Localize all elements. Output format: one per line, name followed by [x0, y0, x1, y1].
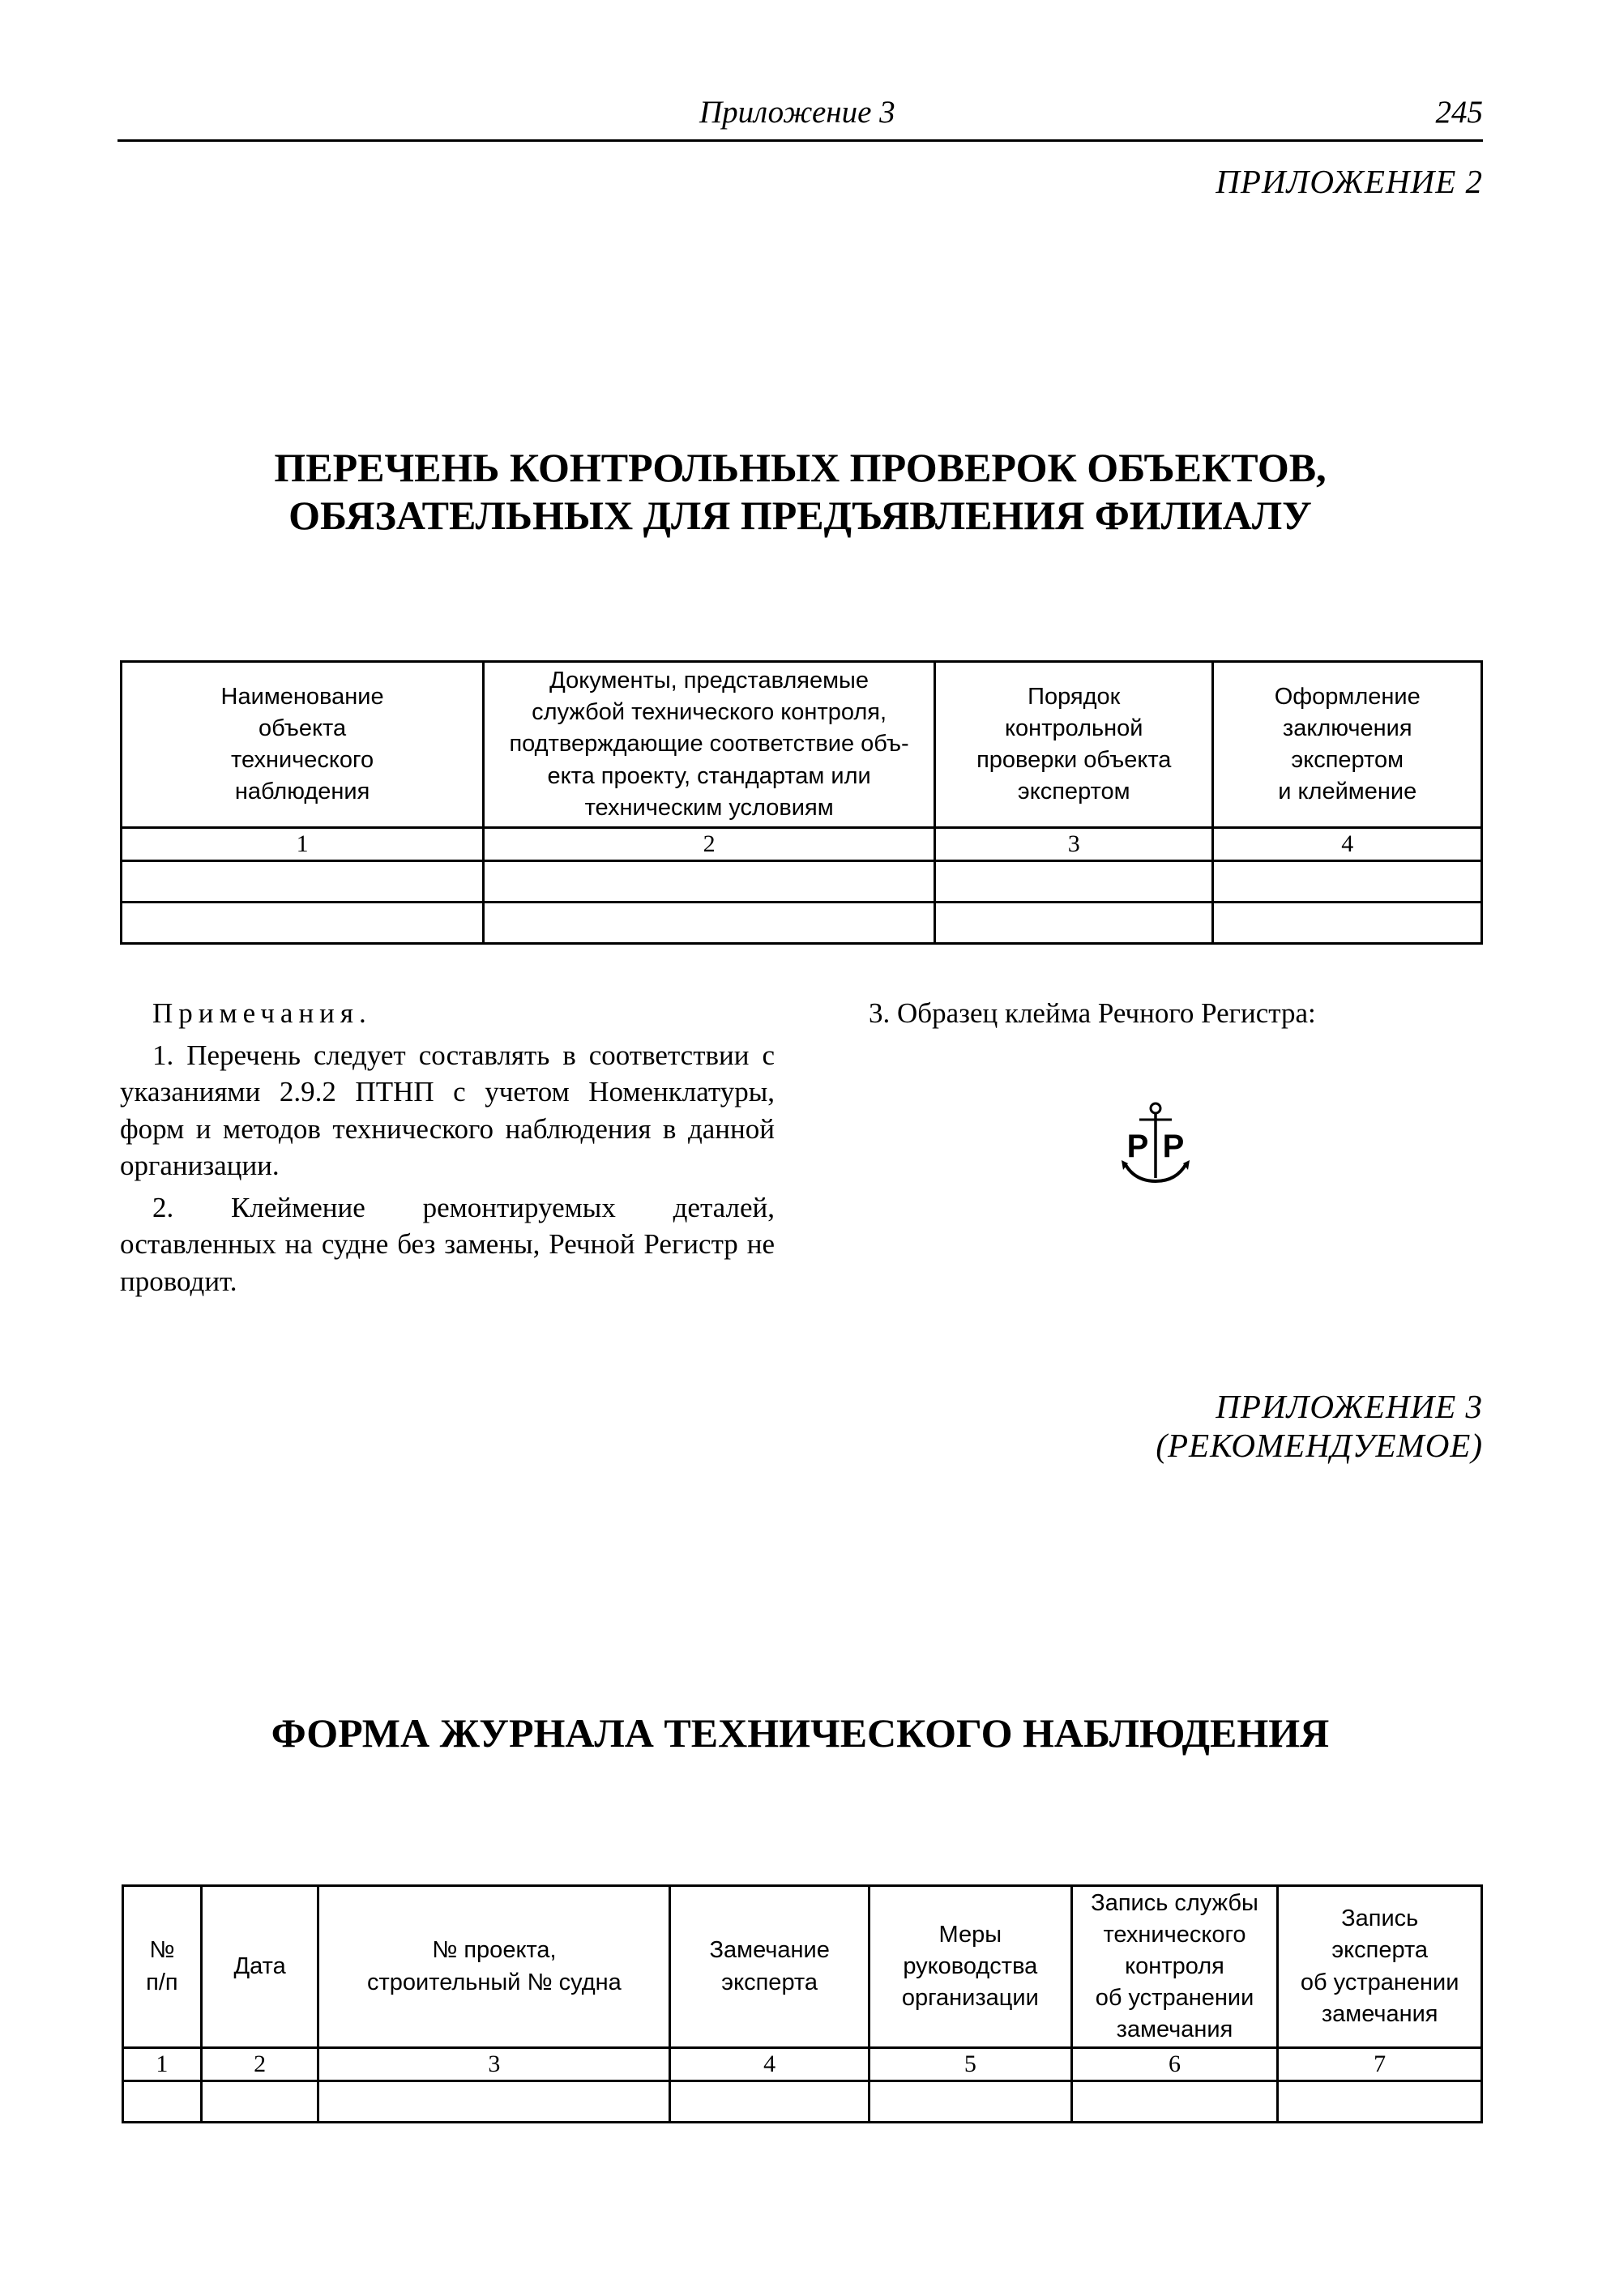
stamp-caption: 3. Образец клейма Речного Регистра:: [869, 997, 1316, 1029]
empty-cell: [123, 2081, 202, 2123]
appendix-3-label: [1156, 1387, 1483, 1466]
appendix-2-title: [118, 444, 1483, 540]
empty-cell: [869, 2081, 1071, 2123]
stamp-letter-right: Р: [1162, 1129, 1185, 1164]
notes-heading: Примечания.: [152, 997, 372, 1029]
column-number: 1: [123, 2048, 202, 2081]
header-project-number: № проекта, строительный № судна: [318, 1886, 670, 2048]
empty-cell: [318, 2081, 670, 2123]
empty-cell: [1213, 903, 1482, 944]
table-header-row: [122, 662, 1482, 828]
appendix-2-label: ПРИЛОЖЕНИЕ 2: [1216, 163, 1483, 200]
header-expert-remark: Замечание эксперта: [670, 1886, 870, 2048]
empty-cell: [1213, 861, 1482, 903]
column-number: 2: [201, 2048, 318, 2081]
column-number: 1: [122, 828, 484, 861]
header-date: Дата: [201, 1886, 318, 2048]
header-row-number: № п/п: [123, 1886, 202, 2048]
note-item: 2. Клеймение ремонтируемых деталей, оставленных на судне без замены, Речной Регистр не проводит.: [120, 1191, 775, 1297]
column-number: 7: [1278, 2048, 1482, 2081]
empty-cell: [935, 861, 1213, 903]
empty-cell: [122, 861, 484, 903]
header-management-measures: Меры руководства организации: [869, 1886, 1071, 2048]
empty-cell: [201, 2081, 318, 2123]
empty-table-row: [123, 2081, 1482, 2123]
header-inspection-procedure: Порядок контрольной проверки объекта экспертом: [935, 662, 1213, 828]
empty-cell: [122, 903, 484, 944]
river-register-stamp-icon: [1118, 1100, 1193, 1188]
column-number: 5: [869, 2048, 1071, 2081]
appendix-3-label-line-2: (РЕКОМЕНДУЕМОЕ): [1156, 1427, 1483, 1465]
appendix-3-label-line-1: ПРИЛОЖЕНИЕ 3: [1216, 1388, 1483, 1425]
column-number-row: [122, 828, 1482, 861]
header-expert-record: Запись эксперта об устранении замечания: [1278, 1886, 1482, 2048]
empty-cell: [1278, 2081, 1482, 2123]
column-number: 3: [935, 828, 1213, 861]
header-documents: Документы, представляемые службой технического контроля, подтверждающие соответствие объ- екта проекту, стандартам или техническим условиям: [484, 662, 935, 828]
appendix-2-title-line-1: ПЕРЕЧЕНЬ КОНТРОЛЬНЫХ ПРОВЕРОК ОБЪЕКТОВ,: [274, 445, 1327, 490]
table-header-row: [123, 1886, 1482, 2048]
note-item: 1. Перечень следует составлять в соответствии с указаниями 2.9.2 ПТНП с учетом Номенклатуры, форм и методов технического наблюдения в данной организации.: [120, 1039, 775, 1181]
empty-cell: [1071, 2081, 1278, 2123]
empty-cell: [670, 2081, 870, 2123]
running-title: Приложение 3: [699, 95, 895, 130]
column-number: 4: [670, 2048, 870, 2081]
notes-block: [120, 995, 775, 1300]
header-object-name: Наименование объекта технического наблюдения: [122, 662, 484, 828]
empty-cell: [484, 861, 935, 903]
appendix-2-title-line-2: ОБЯЗАТЕЛЬНЫХ ДЛЯ ПРЕДЪЯВЛЕНИЯ ФИЛИАЛУ: [288, 493, 1312, 538]
empty-table-row: [122, 861, 1482, 903]
empty-cell: [484, 903, 935, 944]
inspection-list-table: [120, 660, 1483, 945]
column-number: 4: [1213, 828, 1482, 861]
column-number: 2: [484, 828, 935, 861]
appendix-3-title: ФОРМА ЖУРНАЛА ТЕХНИЧЕСКОГО НАБЛЮДЕНИЯ: [271, 1710, 1330, 1756]
header-control-service-record: Запись службы технического контроля об устранении замечания: [1071, 1886, 1278, 2048]
column-number-row: [123, 2048, 1482, 2081]
page-number: 245: [1435, 95, 1483, 130]
running-header: [118, 87, 1483, 142]
column-number: 3: [318, 2048, 670, 2081]
header-conclusion-stamping: Оформление заключения экспертом и клеймение: [1213, 662, 1482, 828]
empty-cell: [935, 903, 1213, 944]
observation-journal-table: [122, 1884, 1483, 2123]
empty-table-row: [122, 903, 1482, 944]
column-number: 6: [1071, 2048, 1278, 2081]
stamp-letter-left: Р: [1126, 1129, 1149, 1164]
